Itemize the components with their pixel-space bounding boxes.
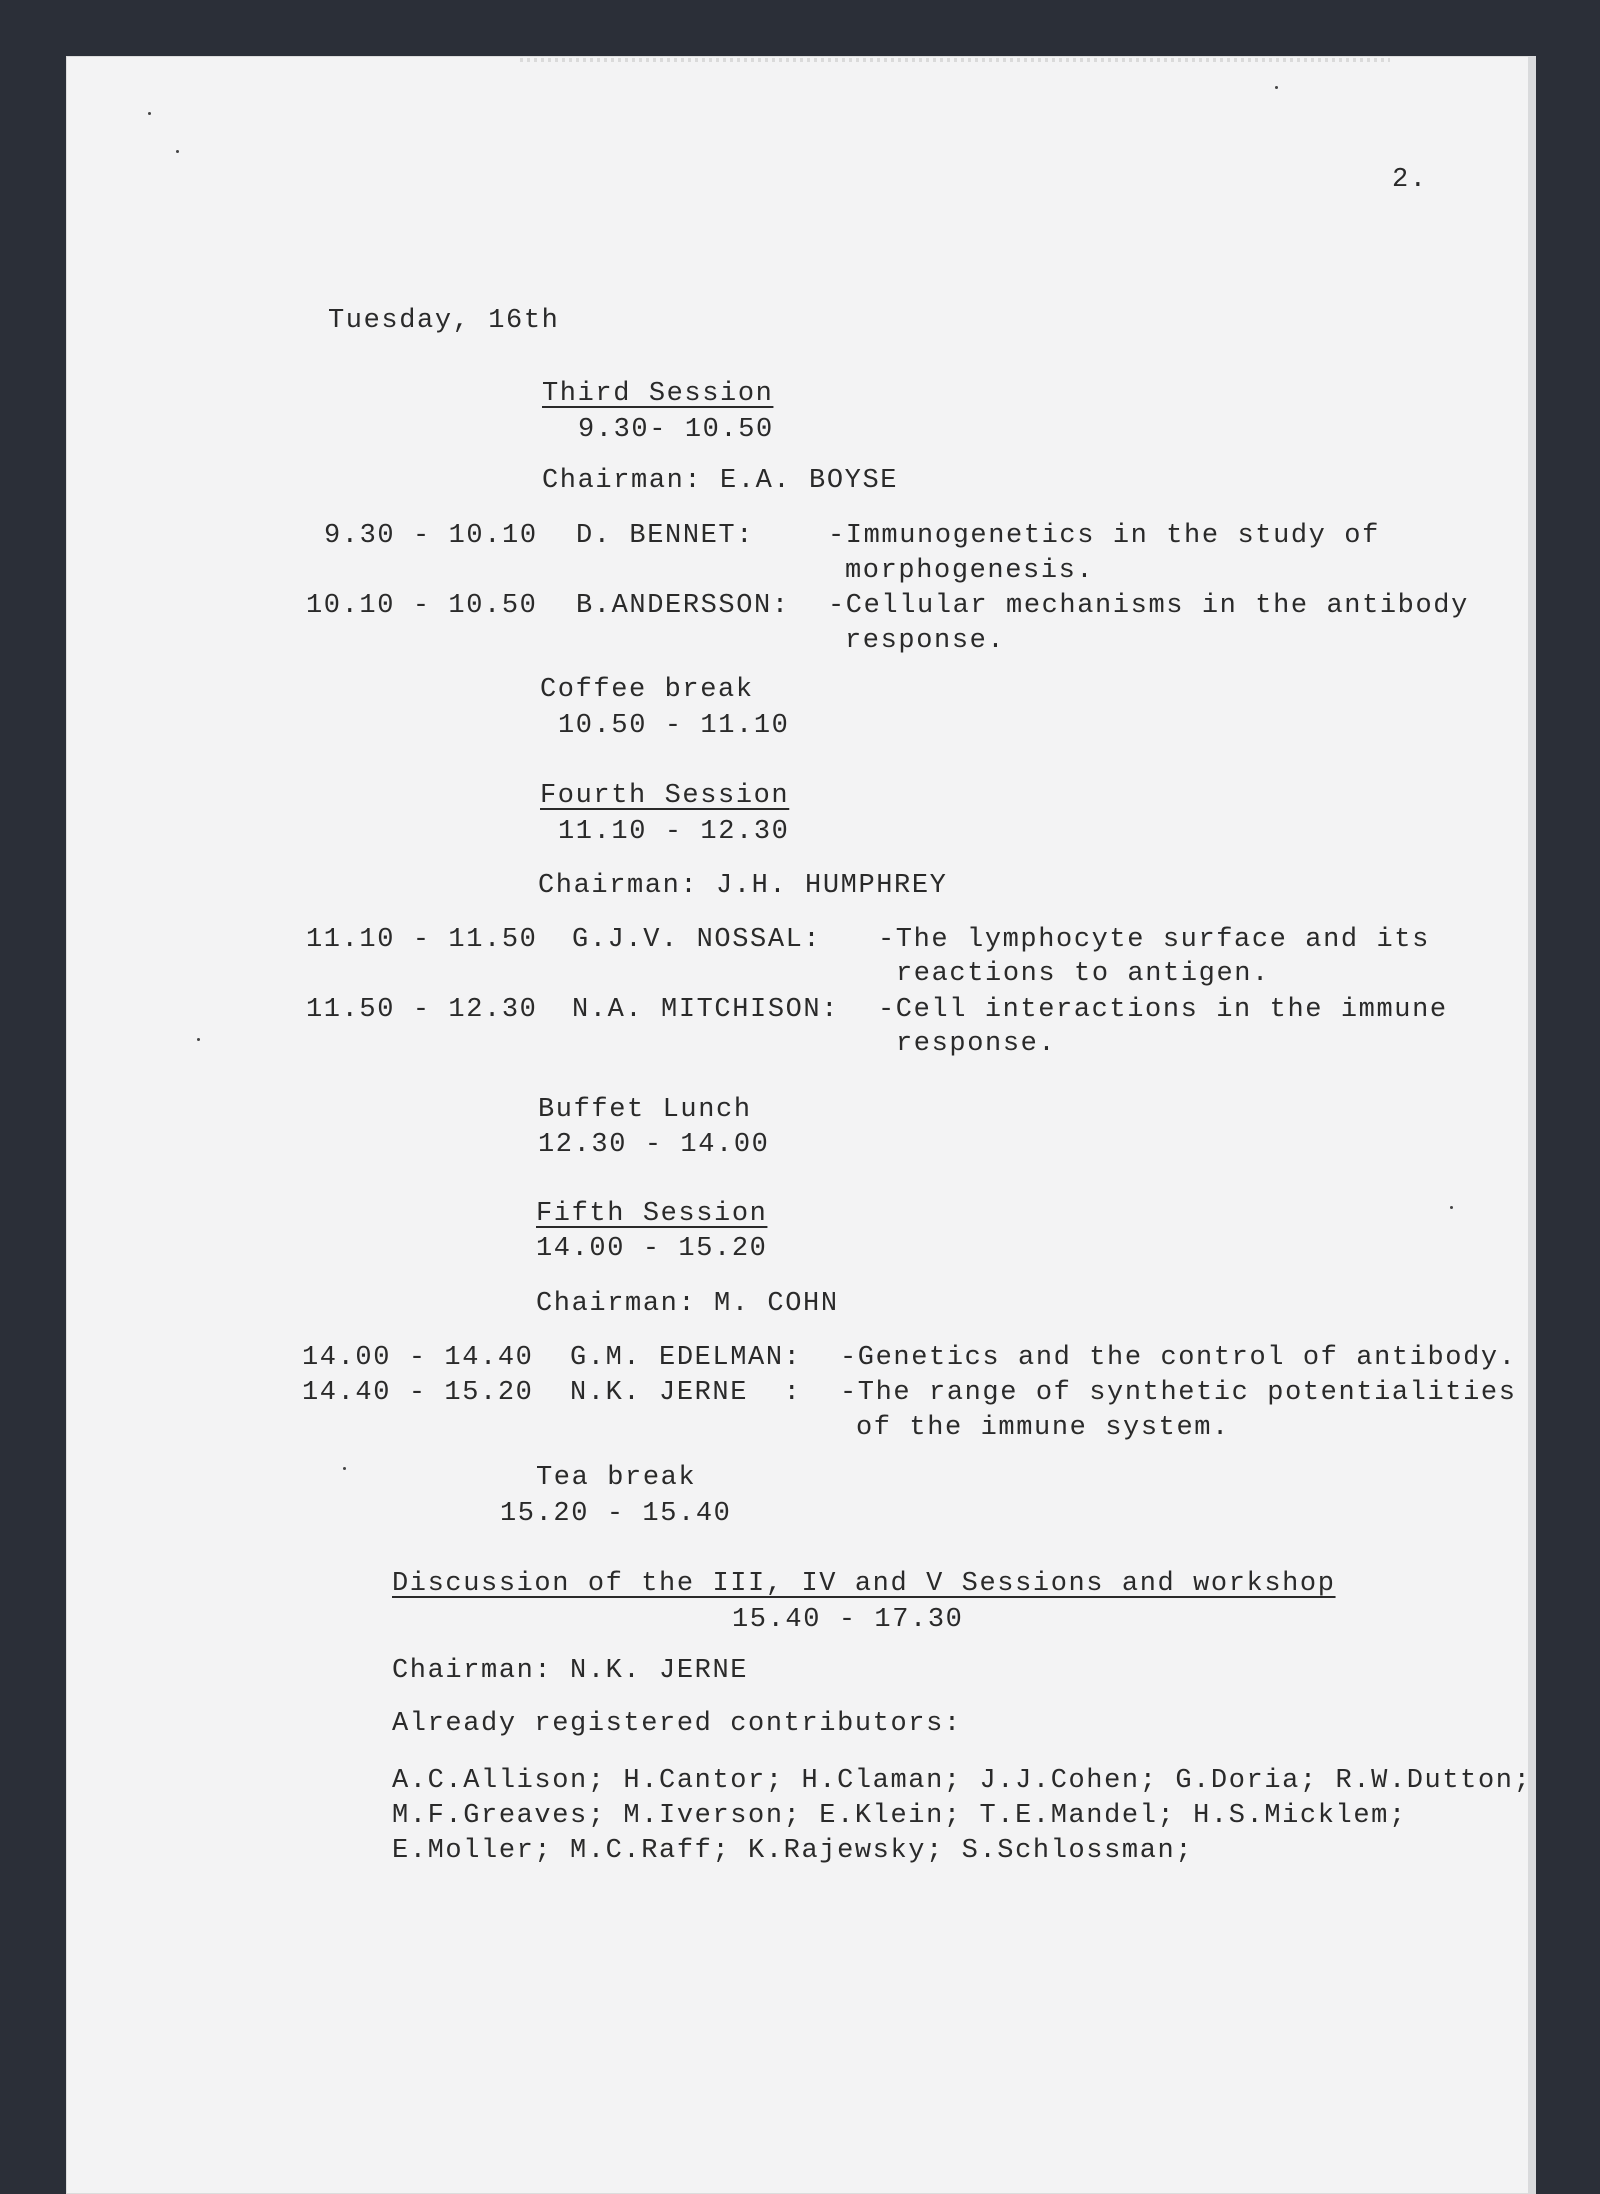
talk-title: -Immunogenetics in the study of: [828, 521, 1380, 551]
page-top-mark: [520, 58, 1390, 62]
talk-title-cont: response.: [896, 1029, 1057, 1059]
day-heading: Tuesday, 16th: [328, 306, 560, 336]
talk-time: 14.40 - 15.20: [302, 1378, 534, 1408]
talk-time: 9.30 - 10.10: [324, 521, 538, 551]
fifth-session-time: 14.00 - 15.20: [536, 1234, 768, 1264]
coffee-break-label: Coffee break: [540, 675, 754, 705]
talk-title-cont: of the immune system.: [856, 1413, 1230, 1443]
fourth-session-chair: Chairman: J.H. HUMPHREY: [538, 871, 948, 901]
speck: [176, 150, 179, 153]
page-number: 2.: [1392, 165, 1428, 195]
speck: [343, 1467, 346, 1470]
document-page: [66, 56, 1536, 2194]
third-session-time: 9.30- 10.50: [578, 415, 774, 445]
third-session-title: Third Session: [542, 379, 774, 409]
talk-title: -Cellular mechanisms in the antibody: [828, 591, 1469, 621]
tea-break-label: Tea break: [536, 1463, 697, 1493]
discussion-chair: Chairman: N.K. JERNE: [392, 1656, 749, 1686]
talk-time: 11.10 - 11.50: [306, 925, 538, 955]
talk-title: -Cell interactions in the immune: [878, 995, 1448, 1025]
talk-speaker: D. BENNET:: [576, 521, 755, 551]
third-session-chair: Chairman: E.A. BOYSE: [542, 466, 899, 496]
speck: [1450, 1206, 1453, 1209]
talk-time: 14.00 - 14.40: [302, 1343, 534, 1373]
fifth-session-title: Fifth Session: [536, 1199, 768, 1229]
registered-label: Already registered contributors:: [392, 1709, 962, 1739]
talk-speaker: N.A. MITCHISON:: [572, 995, 840, 1025]
speck: [1275, 86, 1278, 89]
discussion-time: 15.40 - 17.30: [732, 1605, 964, 1635]
speck: [148, 112, 151, 115]
talk-time: 11.50 - 12.30: [306, 995, 538, 1025]
coffee-break-time: 10.50 - 11.10: [558, 711, 790, 741]
talk-speaker: G.J.V. NOSSAL:: [572, 925, 822, 955]
discussion-title: Discussion of the III, IV and V Sessions and workshop: [392, 1569, 1336, 1599]
talk-title-cont: reactions to antigen.: [896, 959, 1270, 989]
talk-speaker: B.ANDERSSON:: [576, 591, 790, 621]
talk-title-cont: response.: [845, 626, 1006, 656]
talk-title: -The range of synthetic potentialities: [840, 1378, 1517, 1408]
talk-time: 10.10 - 10.50: [306, 591, 538, 621]
contributors-line: M.F.Greaves; M.Iverson; E.Klein; T.E.Mandel; H.S.Micklem;: [392, 1801, 1407, 1831]
tea-break-time: 15.20 - 15.40: [500, 1499, 732, 1529]
contributors-line: A.C.Allison; H.Cantor; H.Claman; J.J.Cohen; G.Doria; R.W.Dutton;: [392, 1766, 1532, 1796]
talk-title: -The lymphocyte surface and its: [878, 925, 1430, 955]
page-edge: [1528, 56, 1536, 2194]
contributors-line: E.Moller; M.C.Raff; K.Rajewsky; S.Schlossman;: [392, 1836, 1194, 1866]
lunch-label: Buffet Lunch: [538, 1095, 752, 1125]
fifth-session-chair: Chairman: M. COHN: [536, 1289, 839, 1319]
speck: [197, 1038, 200, 1041]
fourth-session-title: Fourth Session: [540, 781, 790, 811]
talk-title: -Genetics and the control of antibody.: [840, 1343, 1517, 1373]
talk-speaker: N.K. JERNE :: [570, 1378, 802, 1408]
lunch-time: 12.30 - 14.00: [538, 1130, 770, 1160]
talk-speaker: G.M. EDELMAN:: [570, 1343, 802, 1373]
fourth-session-time: 11.10 - 12.30: [558, 817, 790, 847]
talk-title-cont: morphogenesis.: [845, 556, 1095, 586]
